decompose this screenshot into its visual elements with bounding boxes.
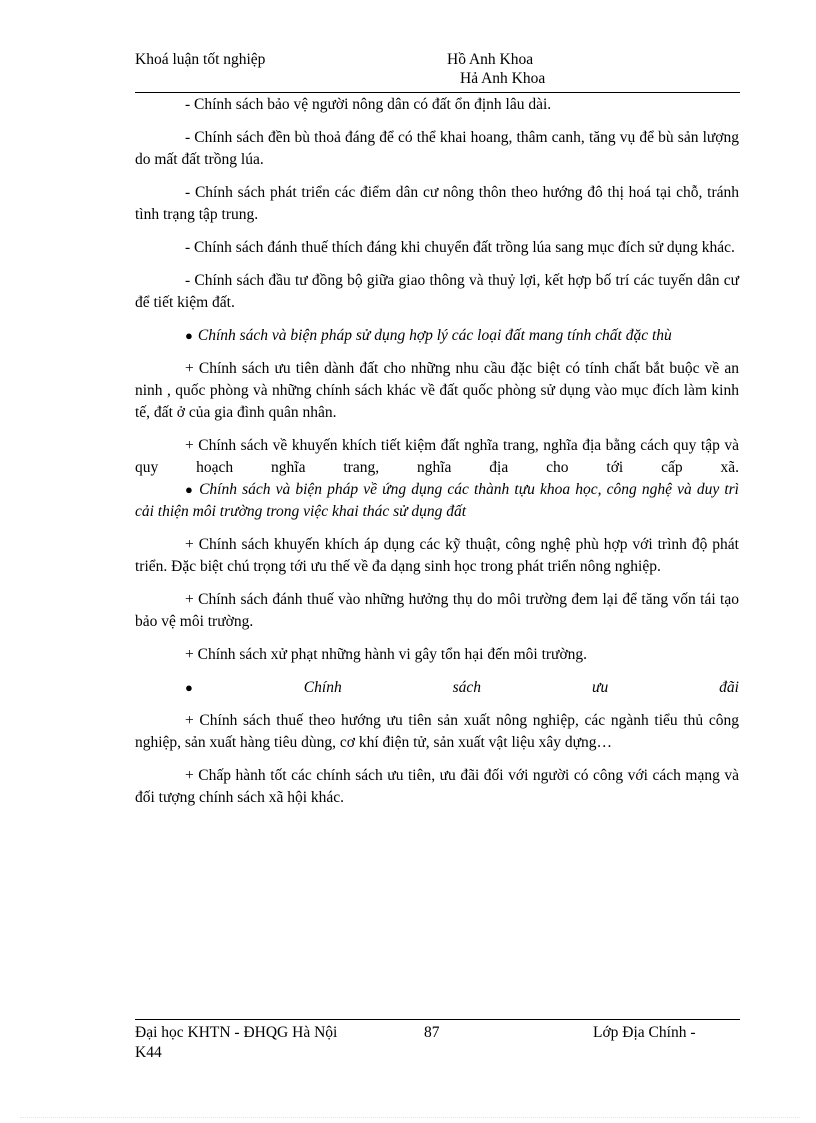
page-header (135, 48, 740, 93)
paragraph: - Chính sách đầu tư đồng bộ giữa giao thông và thuỷ lợi, kết hợp bố trí các tuyến dân cư để tiết kiệm đất. (135, 272, 739, 311)
footer-class-code: K44 (135, 1044, 162, 1061)
paragraph: + Chính sách khuyến khích áp dụng các kỹ thuật, công nghệ phù hợp với trình độ phát triển. Đặc biệt chú trọng tới ưu thế về đa dạng sinh học trong phát triển nông nghiệp. (135, 536, 739, 575)
section-heading-incentives (135, 677, 739, 699)
footer-class: Lớp Địa Chính - (593, 1024, 696, 1041)
page-body (135, 94, 739, 809)
page-edge-divider (20, 1117, 800, 1118)
paragraph: - Chính sách phát triển các điểm dân cư nông thôn theo hướng đô thị hoá tại chỗ, tránh tình trạng tập trung. (135, 184, 739, 223)
heading-word: Chính (303, 679, 342, 696)
footer-university: Đại học KHTN - ĐHQG Hà Nội (135, 1024, 338, 1041)
paragraph: - Chính sách bảo vệ người nông dân có đất ổn định lâu dài. (185, 96, 552, 113)
heading-word: sách (452, 679, 482, 696)
bullet-icon: ● (185, 680, 193, 695)
section-heading (135, 325, 739, 347)
heading-word: ưu (592, 679, 609, 696)
paragraph: + Chính sách đánh thuế vào những hưởng thụ do môi trường đem lại để tăng vốn tái tạo bảo vệ môi trường. (135, 591, 739, 630)
paragraph: + Chính sách về khuyến khích tiết kiệm đất nghĩa trang, nghĩa địa bằng cách quy tập và quy hoạch nghĩa trang, nghĩa địa cho tới cấp xã. (135, 437, 739, 476)
author-name: Hồ Anh Khoa (447, 51, 534, 68)
paragraph: + Chính sách xử phạt những hành vi gây tổn hại đến môi trường. (185, 646, 588, 663)
section-heading (135, 479, 739, 523)
paragraph: + Chính sách ưu tiên dành đất cho những nhu cầu đặc biệt có tính chất bắt buộc về an ninh , quốc phòng và những chính sách khác về đất quốc phòng sử dụng vào mục đích làm kinh tế, đất ở của gia đình quân nhân. (135, 360, 739, 421)
thesis-label: Khoá luận tốt nghiệp (135, 51, 266, 68)
heading-word: đãi (719, 679, 739, 696)
section-heading-text: Chính sách và biện pháp về ứng dụng các thành tựu khoa học, công nghệ và duy trì cải thiện môi trường trong việc khai thác sử dụng đất (135, 481, 739, 520)
bullet-icon: ● (185, 328, 193, 343)
paragraph: + Chấp hành tốt các chính sách ưu tiên, ưu đãi đối với người có công với cách mạng và đối tượng chính sách xã hội khác. (135, 767, 739, 806)
paragraph: - Chính sách đền bù thoả đáng để có thể khai hoang, thâm canh, tăng vụ để bù sản lượng do mất đất trồng lúa. (135, 129, 739, 168)
page-number: 87 (424, 1024, 440, 1041)
page-footer (135, 1019, 740, 1061)
paragraph: + Chính sách thuế theo hướng ưu tiên sản xuất nông nghiệp, các ngành tiểu thủ công nghiệp, sản xuất hàng tiêu dùng, cơ khí điện tử, sản xuất vật liệu xây dựng… (135, 712, 739, 751)
paragraph: - Chính sách đánh thuế thích đáng khi chuyển đất trồng lúa sang mục đích sử dụng khác. (185, 239, 735, 256)
bullet-icon: ● (185, 482, 195, 497)
section-heading-text: Chính sách và biện pháp sử dụng hợp lý các loại đất mang tính chất đặc thù (197, 327, 672, 344)
author-name-duplicate: Hả Anh Khoa (460, 70, 546, 87)
